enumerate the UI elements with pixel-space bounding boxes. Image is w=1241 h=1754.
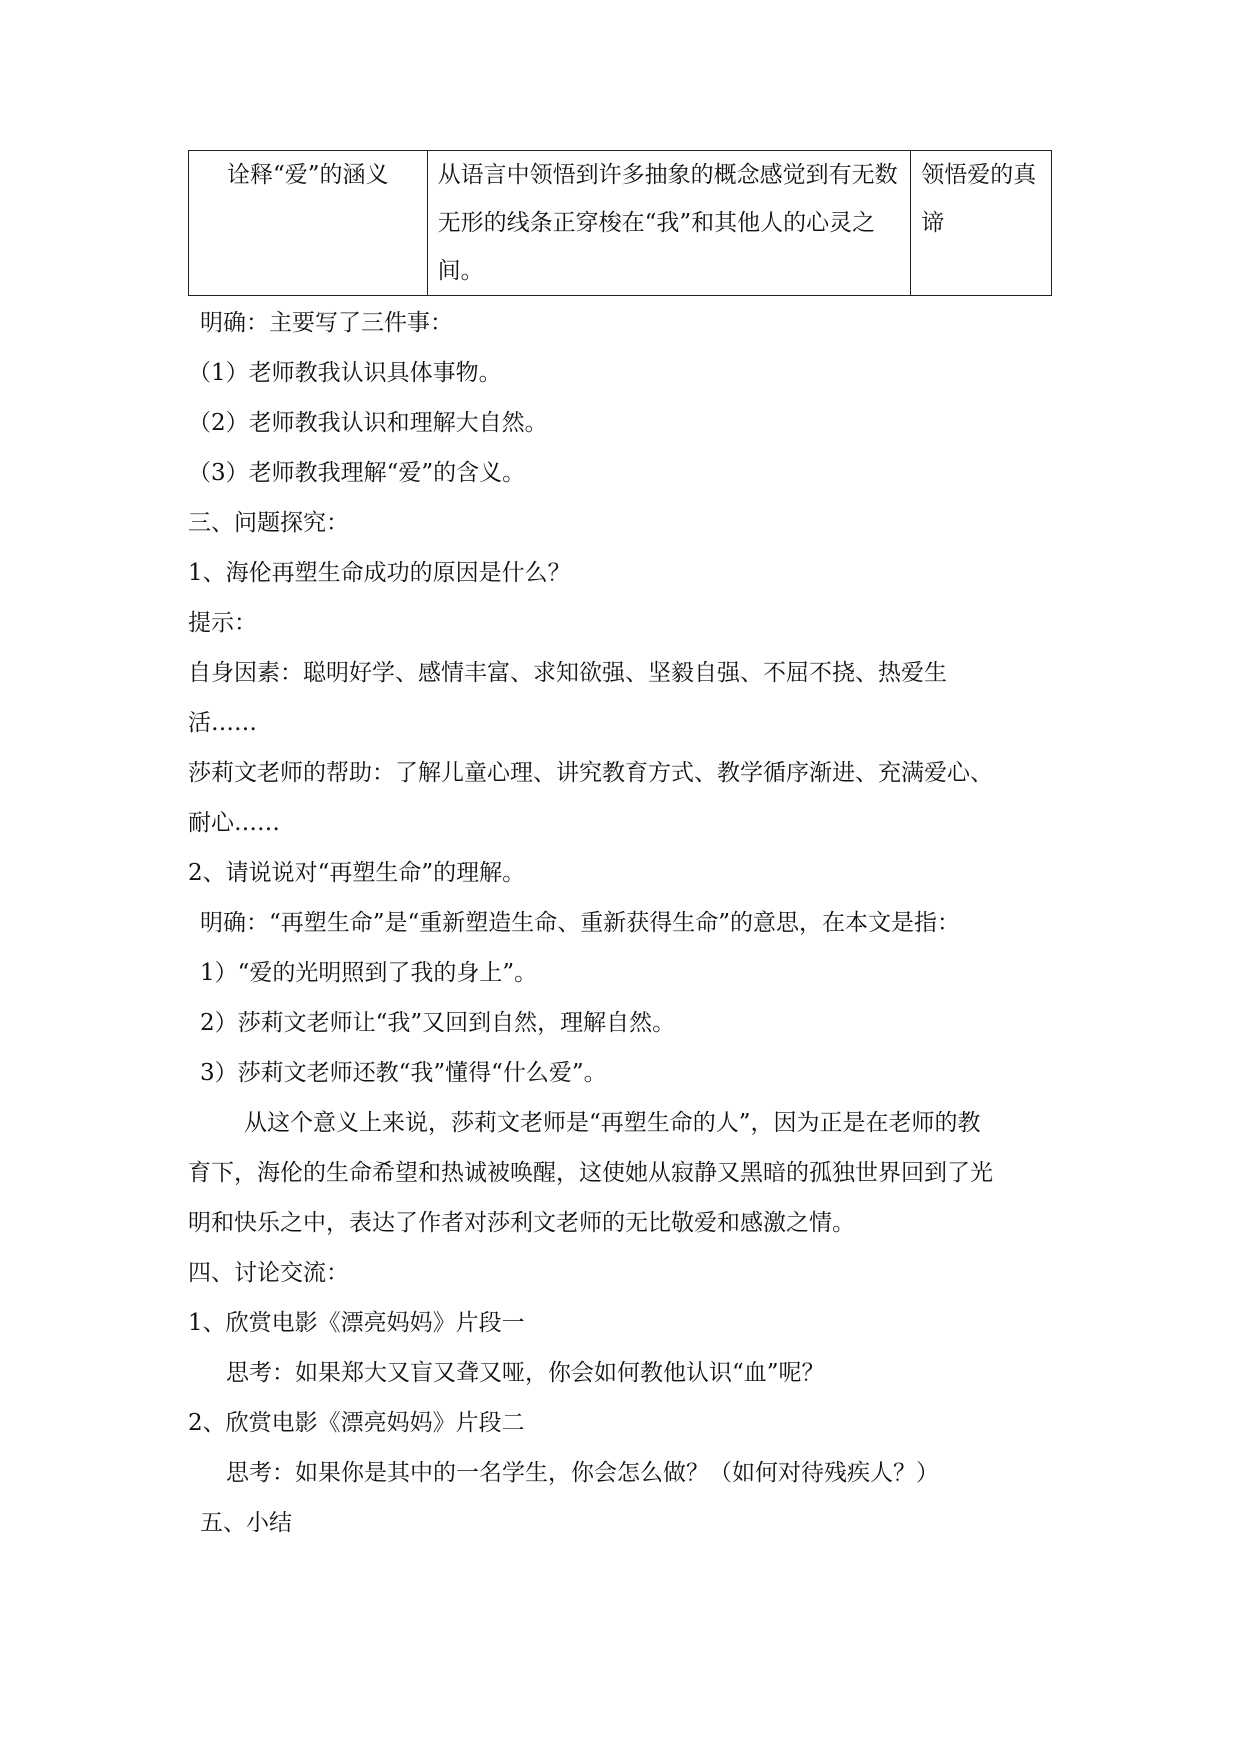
hint-label: 提示： xyxy=(188,610,257,636)
conclusion-line-1: 从这个意义上来说，莎莉文老师是“再塑生命的人”，因为正是在老师的教 xyxy=(244,1110,981,1136)
summary-table xyxy=(188,150,1052,296)
teacher-help-line-1: 莎莉文老师的帮助：了解儿童心理、讲究教育方式、教学循序渐进、充满爱心、 xyxy=(188,760,993,786)
event-item-3: （3）老师教我理解“爱”的含义。 xyxy=(188,460,526,486)
section-heading-5: 五、小结 xyxy=(200,1510,292,1536)
self-factors-line-1: 自身因素：聪明好学、感情丰富、求知欲强、坚毅自强、不屈不挠、热爱生 xyxy=(188,660,947,686)
table-cell-topic: 诠释“爱”的涵义 xyxy=(189,151,428,296)
rebirth-point-3: 3）莎莉文老师还教“我”懂得“什么爱”。 xyxy=(200,1060,607,1086)
conclusion-line-3: 明和快乐之中，表达了作者对莎利文老师的无比敬爱和感激之情。 xyxy=(188,1210,855,1236)
discussion-item-1: 1、欣赏电影《漂亮妈妈》片段一 xyxy=(188,1310,525,1336)
rebirth-point-1: 1）“爱的光明照到了我的身上”。 xyxy=(200,960,538,986)
teacher-help-line-2: 耐心…… xyxy=(188,810,280,836)
discussion-question-1: 思考：如果郑大又盲又聋又哑，你会如何教他认识“血”呢？ xyxy=(226,1360,825,1386)
table-row xyxy=(189,151,1052,296)
section-heading-4: 四、讨论交流： xyxy=(188,1260,349,1286)
section-heading-3: 三、问题探究： xyxy=(188,510,349,536)
question-2: 2、请说说对“再塑生命”的理解。 xyxy=(188,860,526,886)
rebirth-point-2: 2）莎莉文老师让“我”又回到自然，理解自然。 xyxy=(200,1010,676,1036)
discussion-item-2: 2、欣赏电影《漂亮妈妈》片段二 xyxy=(188,1410,525,1436)
conclusion-line-2: 育下，海伦的生命希望和热诚被唤醒，这使她从寂静又黑暗的孤独世界回到了光 xyxy=(188,1160,993,1186)
event-item-2: （2）老师教我认识和理解大自然。 xyxy=(188,410,548,436)
question-1: 1、海伦再塑生命成功的原因是什么？ xyxy=(188,560,571,586)
self-factors-line-2: 活…… xyxy=(188,710,257,736)
clarify-rebirth: 明确：“再塑生命”是“重新塑造生命、重新获得生命”的意思，在本文是指： xyxy=(200,910,961,936)
discussion-question-2: 思考：如果你是其中的一名学生，你会怎么做？（如何对待残疾人？） xyxy=(226,1460,939,1486)
event-item-1: （1）老师教我认识具体事物。 xyxy=(188,360,502,386)
table-cell-meaning: 领悟爱的真谛 xyxy=(911,151,1052,296)
clarify-heading: 明确：主要写了三件事： xyxy=(200,310,453,336)
table-cell-content: 从语言中领悟到许多抽象的概念感觉到有无数无形的线条正穿梭在“我”和其他人的心灵之间。 xyxy=(427,151,911,296)
